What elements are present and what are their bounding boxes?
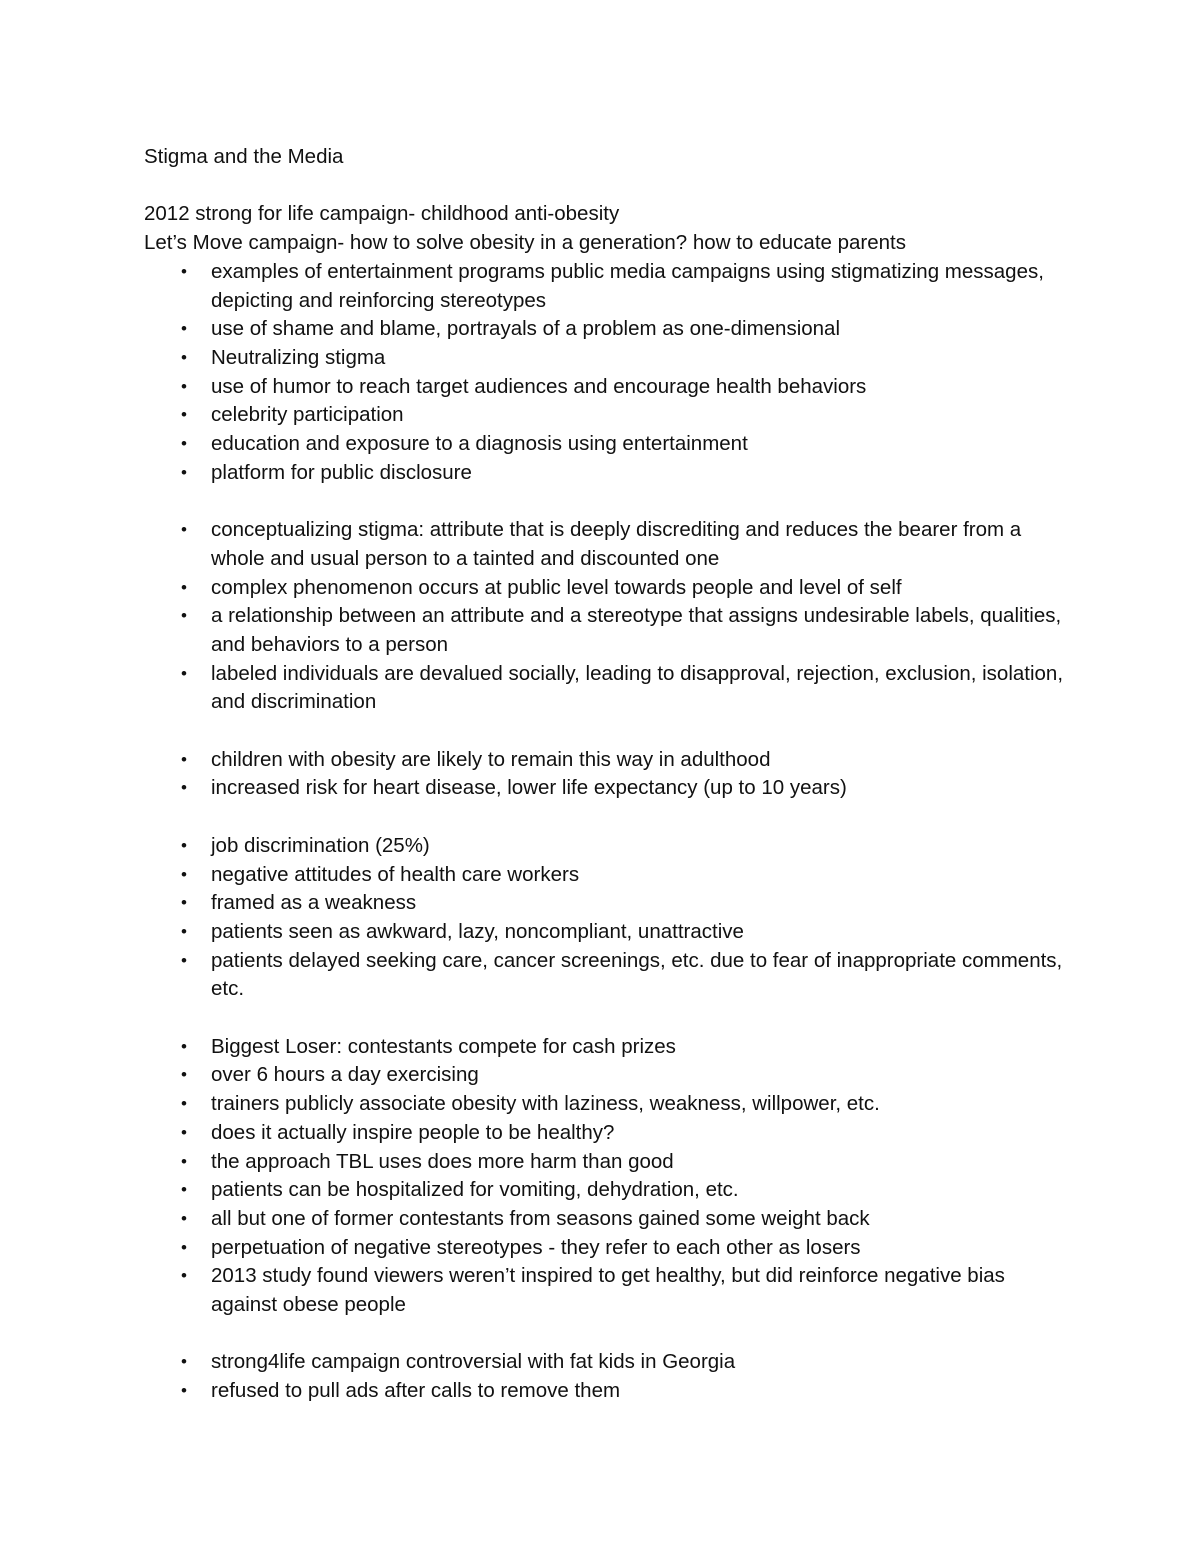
bullet-dot-icon: • — [181, 1381, 187, 1401]
bullet-dot-icon: • — [181, 1208, 187, 1228]
bullet-item — [144, 1262, 1064, 1319]
bullet-dot-icon: • — [181, 1352, 187, 1372]
bullet-item — [144, 459, 1064, 488]
bullet-text: the approach TBL uses does more harm than good — [211, 1149, 674, 1173]
bullet-item — [144, 1176, 1064, 1205]
bullet-item — [144, 1090, 1064, 1119]
bullet-list — [144, 832, 1064, 1004]
bullet-dot-icon: • — [181, 405, 187, 425]
bullet-text: children with obesity are likely to remain this way in adulthood — [211, 747, 771, 771]
bullet-item — [144, 774, 1064, 803]
bullet-item — [144, 1234, 1064, 1263]
bullet-dot-icon: • — [181, 577, 187, 597]
bullet-dot-icon: • — [181, 1180, 187, 1200]
bullet-text: patients delayed seeking care, cancer screenings, etc. due to fear of inappropriate comments, etc. — [211, 948, 1063, 1001]
bullet-text: Biggest Loser: contestants compete for cash prizes — [211, 1034, 676, 1058]
bullet-item — [144, 1148, 1064, 1177]
bullet-list — [144, 1033, 1064, 1320]
bullet-dot-icon: • — [181, 864, 187, 884]
bullet-text: education and exposure to a diagnosis using entertainment — [211, 432, 748, 456]
document-body — [144, 143, 1064, 1406]
bullet-dot-icon: • — [181, 893, 187, 913]
bullet-item — [144, 574, 1064, 603]
bullet-dot-icon: • — [181, 347, 187, 367]
bullet-list — [144, 258, 1064, 488]
bullet-text: examples of entertainment programs public media campaigns using stigmatizing messages, depicting and reinforcing stereotypes — [211, 259, 1044, 312]
bullet-dot-icon: • — [181, 261, 187, 281]
bullet-text: framed as a weakness — [211, 891, 417, 915]
bullet-dot-icon: • — [181, 1094, 187, 1114]
intro-line: 2012 strong for life campaign- childhood anti-obesity — [144, 202, 620, 226]
bullet-item — [144, 832, 1064, 861]
bullet-dot-icon: • — [181, 1065, 187, 1085]
bullet-item — [144, 516, 1064, 573]
group-spacer — [144, 803, 1064, 832]
bullet-item — [144, 430, 1064, 459]
bullet-item — [144, 746, 1064, 775]
bullet-list — [144, 1348, 1064, 1405]
bullet-text: use of shame and blame, portrayals of a problem as one-dimensional — [211, 317, 841, 341]
bullet-item — [144, 918, 1064, 947]
bullet-text: perpetuation of negative stereotypes - they refer to each other as losers — [211, 1235, 861, 1259]
bullet-dot-icon: • — [181, 1036, 187, 1056]
bullet-text: platform for public disclosure — [211, 460, 472, 484]
bullet-dot-icon: • — [181, 1151, 187, 1171]
intro-block — [144, 200, 1064, 257]
bullet-dot-icon: • — [181, 749, 187, 769]
bullet-item — [144, 1377, 1064, 1406]
bullet-text: conceptualizing stigma: attribute that is deeply discrediting and reduces the bearer from a whole and usual person to a tainted and discounted one — [211, 518, 1022, 570]
group-spacer — [144, 487, 1064, 516]
bullet-text: job discrimination (25%) — [211, 833, 430, 857]
bullet-text: refused to pull ads after calls to remove them — [211, 1379, 621, 1403]
bullet-groups — [144, 258, 1064, 1406]
bullet-text: celebrity participation — [211, 403, 404, 427]
bullet-text: does it actually inspire people to be healthy? — [211, 1120, 615, 1144]
bullet-item — [144, 1348, 1064, 1377]
bullet-dot-icon: • — [181, 950, 187, 970]
bullet-text: labeled individuals are devalued socially, leading to disapproval, rejection, exclusion, isolation, and discrimination — [211, 661, 1064, 714]
group-spacer — [144, 1004, 1064, 1033]
bullet-dot-icon: • — [181, 376, 187, 396]
bullet-item — [144, 660, 1064, 717]
bullet-item — [144, 344, 1064, 373]
bullet-text: negative attitudes of health care workers — [211, 862, 580, 886]
bullet-dot-icon: • — [181, 1122, 187, 1142]
bullet-text: over 6 hours a day exercising — [211, 1063, 479, 1087]
bullet-text: 2013 study found viewers weren’t inspired to get healthy, but did reinforce negative bias against obese people — [211, 1264, 1005, 1317]
bullet-item — [144, 889, 1064, 918]
bullet-text: increased risk for heart disease, lower life expectancy (up to 10 years) — [211, 776, 847, 800]
bullet-text: all but one of former contestants from seasons gained some weight back — [211, 1206, 870, 1230]
bullet-dot-icon: • — [181, 462, 187, 482]
bullet-dot-icon: • — [181, 434, 187, 454]
bullet-dot-icon: • — [181, 663, 187, 683]
group-spacer — [144, 717, 1064, 746]
bullet-dot-icon: • — [181, 778, 187, 798]
bullet-text: trainers publicly associate obesity with laziness, weakness, willpower, etc. — [211, 1092, 880, 1116]
bullet-item — [144, 401, 1064, 430]
bullet-item — [144, 1061, 1064, 1090]
bullet-text: Neutralizing stigma — [211, 345, 386, 369]
bullet-text: patients seen as awkward, lazy, noncompliant, unattractive — [211, 919, 744, 943]
bullet-item — [144, 602, 1064, 659]
bullet-item — [144, 1205, 1064, 1234]
bullet-dot-icon: • — [181, 520, 187, 540]
bullet-text: patients can be hospitalized for vomiting, dehydration, etc. — [211, 1178, 739, 1202]
bullet-text: use of humor to reach target audiences and encourage health behaviors — [211, 374, 867, 398]
bullet-dot-icon: • — [181, 1266, 187, 1286]
bullet-item — [144, 1033, 1064, 1062]
intro-line: Let’s Move campaign- how to solve obesity in a generation? how to educate parents — [144, 231, 907, 255]
bullet-dot-icon: • — [181, 921, 187, 941]
bullet-text: strong4life campaign controversial with fat kids in Georgia — [211, 1350, 736, 1374]
bullet-dot-icon: • — [181, 835, 187, 855]
bullet-list — [144, 516, 1064, 717]
document-title: Stigma and the Media — [144, 145, 344, 168]
bullet-item — [144, 315, 1064, 344]
bullet-dot-icon: • — [181, 1237, 187, 1257]
bullet-item — [144, 258, 1064, 315]
group-spacer — [144, 1320, 1064, 1349]
bullet-item — [144, 1119, 1064, 1148]
bullet-item — [144, 861, 1064, 890]
bullet-item — [144, 373, 1064, 402]
bullet-text: complex phenomenon occurs at public level towards people and level of self — [211, 575, 902, 599]
bullet-dot-icon: • — [181, 606, 187, 626]
bullet-text: a relationship between an attribute and a stereotype that assigns undesirable labels, qualities, and behaviors to a person — [211, 604, 1062, 656]
bullet-item — [144, 947, 1064, 1004]
bullet-list — [144, 746, 1064, 803]
bullet-dot-icon: • — [181, 319, 187, 339]
